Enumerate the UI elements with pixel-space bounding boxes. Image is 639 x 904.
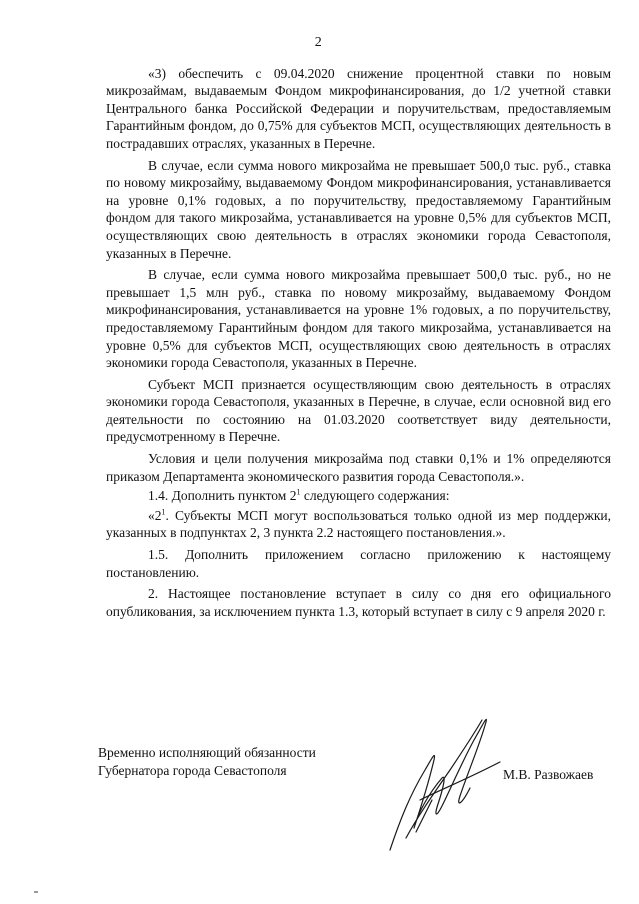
item-1-4 [106, 487, 611, 505]
signatory-position-line-1: Временно исполняющий обязанности [98, 745, 316, 760]
paragraph-rate-under-500k: В случае, если сумма нового микрозайма не превышает 500,0 тыс. руб., ставка по новому микрозайму, выдаваемому Фондом микрофинансирования, устанавливается на уровне 0,1% годовых, а по поручительству, предоставляемому Гарантийным фондом для такого микрозайма, устанавливается на уровне 0,5% для субъектов МСП, осуществляющих свою деятельность в отраслях экономики города Севастополя, указанных в Перечне. [106, 157, 611, 261]
signatory-position [98, 744, 316, 780]
paragraph-msp-recognition: Субъект МСП признается осуществляющим свою деятельность в отраслях экономики города Севастополя, указанных в Перечне, в случае, если основной вид его деятельности по состоянию на 01.03.2020 соответствует виду деятельности, предусмотренному в Перечне. [106, 376, 611, 445]
quote-2-1-superscript: 1 [161, 507, 166, 517]
scan-speck [34, 891, 38, 893]
handwritten-signature [370, 700, 510, 860]
page-number: 2 [314, 35, 323, 50]
item-1-4-text: 1.4. Дополнить пунктом 2 [148, 488, 297, 504]
item-1-5: 1.5. Дополнить приложением согласно приложению к настоящему постановлению. [106, 547, 611, 580]
item-1-4-superscript: 1 [296, 487, 301, 497]
item-2-effective-date: 2. Настоящее постановление вступает в силу со дня его официального опубликования, за исключением пункта 1.3, который вступает в силу с 9 апреля 2020 г. [106, 586, 611, 619]
quote-2-1-start: «2 [148, 507, 162, 523]
paragraph-clause-3: «3) обеспечить с 09.04.2020 снижение процентной ставки по новым микрозаймам, выдаваемым Фондом микрофинансирования, до 1/2 учетной ставки Центрального банка Российской Федерации и поручительствам, предоставляемым Гарантийным фондом, до 0,75% для субъектов МСП, осуществляющих деятельность в пострадавших отраслях, указанных в Перечне. [106, 65, 611, 151]
paragraph-conditions: Условия и цели получения микрозайма под ставки 0,1% и 1% определяются приказом Департамента экономического развития города Севастополя.». [106, 451, 611, 484]
signatory-position-line-2: Губернатора города Севастополя [98, 763, 287, 778]
signatory-name: М.В. Развожаев [503, 767, 594, 782]
paragraph-rate-500k-to-1-5m: В случае, если сумма нового микрозайма превышает 500,0 тыс. руб., но не превышает 1,5 млн руб., ставка по новому микрозайму, выдаваемому Фондом микрофинансирования, устанавливается на уровне 1% годовых, а по поручительству, предоставляемому Гарантийным фондом для такого микрозайма, устанавливается на уровне 0,5% для субъектов МСП, осуществляющих свою деятельность в отраслях экономики города Севастополя, указанных в Перечне. [106, 267, 611, 371]
quote-2-1-text: . Субъекты МСП могут воспользоваться только одной из мер поддержки, указанных в подпунктах 2, 3 пункта 2.2 настоящего постановления.». [106, 507, 611, 541]
item-1-4-text-end: следующего содержания: [300, 488, 450, 504]
quote-clause-2-1 [106, 507, 611, 542]
